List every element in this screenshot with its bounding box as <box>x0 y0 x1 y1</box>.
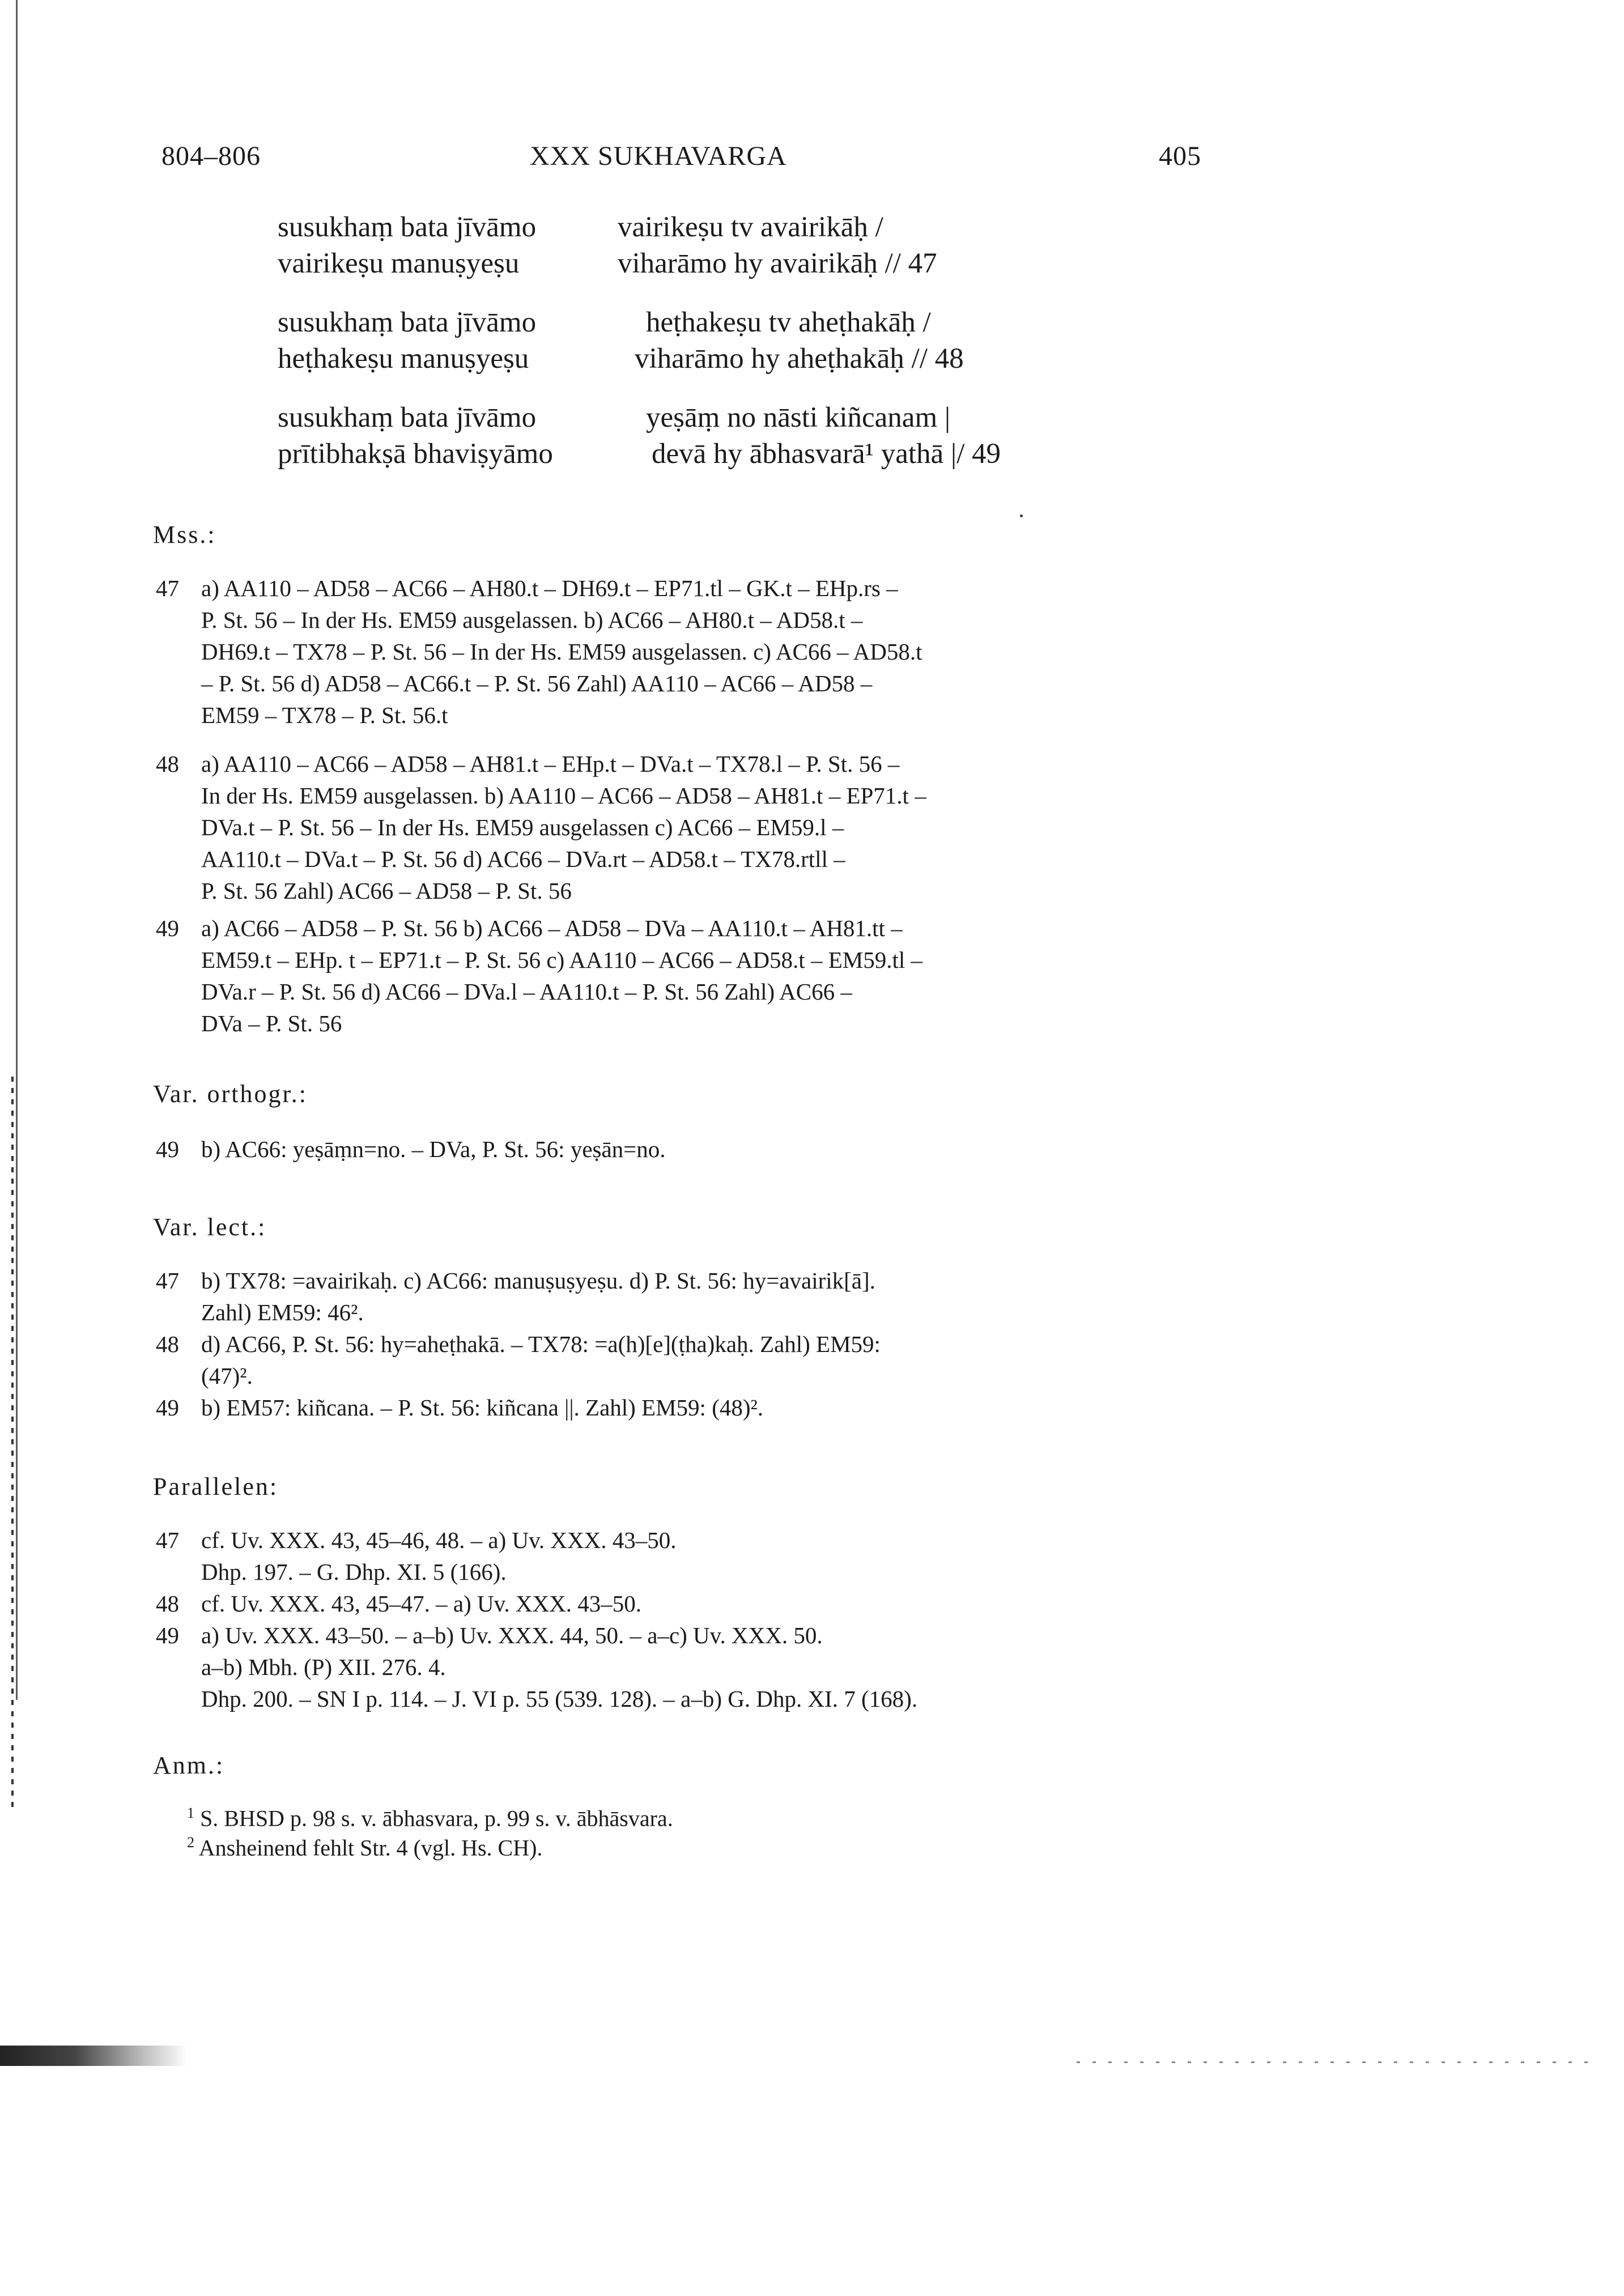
section-label-parallelen: Parallelen: <box>153 1473 279 1500</box>
verse-line-a: susukhaṃ bata jīvāmo <box>278 211 537 243</box>
footnote-text: Ansheinend fehlt Str. 4 (vgl. Hs. CH). <box>198 1835 543 1861</box>
entry-number: 47 <box>156 1527 179 1553</box>
scan-edge-line <box>16 0 18 1700</box>
verse-line-b: devā hy ābhasvarā¹ yathā |/ 49 <box>652 438 1001 470</box>
entry-number: 47 <box>156 575 179 601</box>
entry-number: 49 <box>156 1622 179 1648</box>
entry-number: 47 <box>156 1268 179 1294</box>
entry-text: d) AC66, P. St. 56: hy=aheṭhakā. – TX78: =a(h)[e](ṭha)kaḥ. Zahl) EM59: (47)². <box>201 1331 881 1389</box>
header-chapter-title: XXX SUKHAVARGA <box>530 141 787 171</box>
entry-number: 49 <box>156 915 179 941</box>
entry-number: 49 <box>156 1136 179 1162</box>
entry-text: cf. Uv. XXX. 43, 45–47. – a) Uv. XXX. 43–50. <box>201 1591 641 1617</box>
entry-number: 49 <box>156 1394 179 1421</box>
verse-line-a: susukhaṃ bata jīvāmo <box>278 402 537 433</box>
verse-line-b: viharāmo hy aheṭhakāḥ // 48 <box>635 343 964 375</box>
verse-line-a: vairikeṣu manuṣyeṣu <box>278 248 520 279</box>
footnote-1 <box>187 1805 673 1831</box>
footnote-2 <box>187 1834 542 1861</box>
section-label-mss: Mss.: <box>153 521 216 549</box>
verse-line-b: yeṣāṃ no nāsti kiñcanam | <box>646 402 951 433</box>
scan-edge-marks <box>11 1077 14 1813</box>
scan-edge-blot <box>0 2046 187 2066</box>
verse-line-b: viharāmo hy avairikāḥ // 47 <box>618 248 937 279</box>
entry-number: 48 <box>156 1331 179 1357</box>
entry-text: a) AA110 – AD58 – AC66 – AH80.t – DH69.t – EP71.tl – GK.t – EHp.rs – P. St. 56 – In der Hs. EM59 ausgelassen. b) AC66 – AH80.t – AD58.t – DH69.t – TX78 – P. St. 56 – In der Hs. EM59 ausgelassen. c) AC66 – AD58.t – P. St. 56 d) AD58 – AC66.t – P. St. 56 Zahl) AA110 – AC66 – AD58 – EM59 – TX78 – P. St. 56.t <box>201 575 922 728</box>
verse-line-b: heṭhakeṣu tv aheṭhakāḥ / <box>646 307 931 338</box>
section-label-var-orthogr: Var. orthogr.: <box>153 1080 308 1108</box>
entry-text: b) EM57: kiñcana. – P. St. 56: kiñcana ||. Zahl) EM59: (48)². <box>201 1394 764 1421</box>
scan-stray-dot <box>1020 515 1023 517</box>
page-number: 405 <box>1159 141 1201 171</box>
entry-text: b) AC66: yeṣāṃn=no. – DVa, P. St. 56: yeṣān=no. <box>201 1136 666 1162</box>
footnote-mark: 2 <box>187 1834 194 1851</box>
entry-text: a) AC66 – AD58 – P. St. 56 b) AC66 – AD58 – DVa – AA110.t – AH81.tt – EM59.t – EHp. t – EP71.t – P. St. 56 c) AA110 – AC66 – AD58.t – EM59.tl – DVa.r – P. St. 56 d) AC66 – DVa.l – AA110.t – P. St. 56 Zahl) AC66 – DVa – P. St. 56 <box>201 915 922 1036</box>
scan-bottom-dots <box>1077 2061 1598 2063</box>
entry-text: cf. Uv. XXX. 43, 45–46, 48. – a) Uv. XXX. 43–50. Dhp. 197. – G. Dhp. XI. 5 (166). <box>201 1527 677 1585</box>
entry-number: 48 <box>156 1591 179 1617</box>
entry-text: a) AA110 – AC66 – AD58 – AH81.t – EHp.t – DVa.t – TX78.l – P. St. 56 – In der Hs. EM59 ausgelassen. b) AA110 – AC66 – AD58 – AH81.t – EP71.t – DVa.t – P. St. 56 – In der Hs. EM59 ausgelassen c) AC66 – EM59.l – AA110.t – DVa.t – P. St. 56 d) AC66 – DVa.rt – AD58.t – TX78.rtll – P. St. 56 Zahl) AC66 – AD58 – P. St. 56 <box>201 751 926 904</box>
entry-number: 48 <box>156 751 179 777</box>
verse-line-a: susukhaṃ bata jīvāmo <box>278 307 537 338</box>
section-label-var-lect: Var. lect.: <box>153 1213 267 1241</box>
verse-line-a: prītibhakṣā bhaviṣyāmo <box>278 438 553 470</box>
header-section-range: 804–806 <box>161 141 261 171</box>
verse-line-b: vairikeṣu tv avairikāḥ / <box>618 211 883 243</box>
footnote-text: S. BHSD p. 98 s. v. ābhasvara, p. 99 s. v. ābhāsvara. <box>200 1805 673 1831</box>
section-label-anm: Anm.: <box>153 1751 225 1779</box>
entry-text: b) TX78: =avairikaḥ. c) AC66: manuṣuṣyeṣu. d) P. St. 56: hy=avairik[ā]. Zahl) EM59: 46². <box>201 1268 875 1325</box>
verse-line-a: heṭhakeṣu manuṣyeṣu <box>278 343 529 375</box>
footnote-mark: 1 <box>187 1805 194 1821</box>
entry-text: a) Uv. XXX. 43–50. – a–b) Uv. XXX. 44, 50. – a–c) Uv. XXX. 50. a–b) Mbh. (P) XII. 276. 4. Dhp. 200. – SN I p. 114. – J. VI p. 55 (539. 128). – a–b) G. Dhp. XI. 7 (168). <box>201 1622 918 1712</box>
